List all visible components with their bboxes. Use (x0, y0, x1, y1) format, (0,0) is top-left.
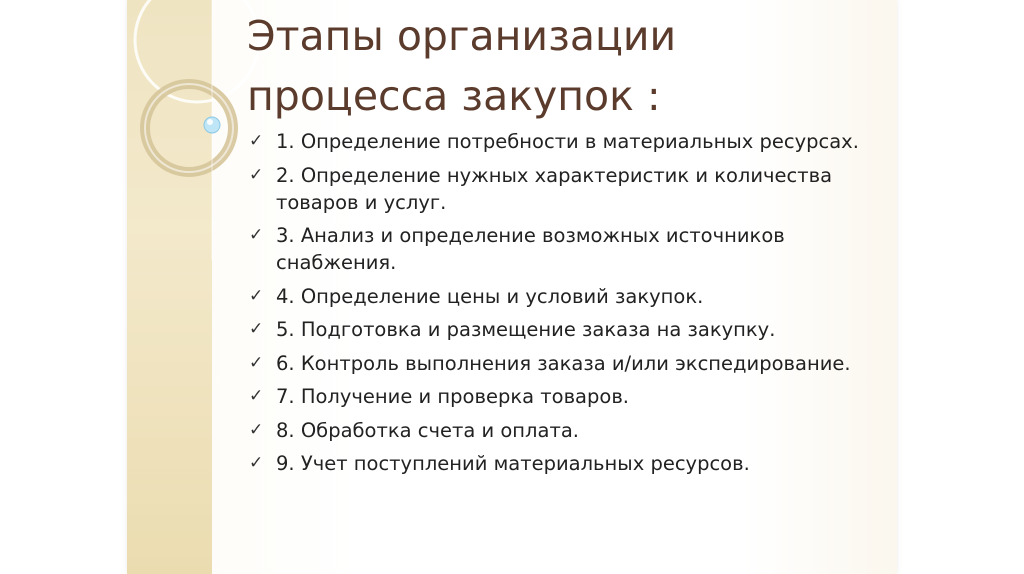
item-text: . Определение цены и условий закупок. (288, 284, 704, 308)
item-number: 8 (276, 418, 289, 442)
list-item (249, 128, 879, 155)
list-item (249, 383, 879, 410)
item-number: 6 (276, 351, 289, 375)
list-item (249, 222, 879, 276)
item-number: 9 (276, 452, 289, 475)
checkmark-icon: ✓ (249, 319, 264, 339)
item-text: . Контроль выполнения заказа и/или экспедирование. (288, 351, 851, 375)
checkmark-icon: ✓ (249, 285, 264, 306)
item-text: . Определение потребности в материальных ресурсах. (288, 130, 859, 153)
checkmark-icon: ✓ (249, 225, 264, 245)
title-line-1: Этапы организации (247, 12, 677, 60)
item-text: . Анализ и определение возможных источников снабжения. (276, 224, 785, 274)
slide (127, 0, 897, 574)
checkmark-icon: ✓ (249, 352, 264, 373)
item-number: 1 (276, 130, 289, 153)
slide-title (247, 6, 867, 126)
item-text: . Обработка счета и оплата. (288, 418, 579, 442)
list-item (249, 450, 879, 477)
item-number: 3 (276, 224, 289, 247)
list-item (249, 316, 879, 343)
item-number: 7 (276, 385, 289, 408)
list-item (249, 417, 879, 444)
item-number: 2 (276, 163, 289, 187)
item-text: . Учет поступлений материальных ресурсов. (288, 452, 750, 475)
list-item (249, 283, 879, 310)
checkmark-icon: ✓ (249, 453, 264, 473)
item-text: . Подготовка и размещение заказа на закупку. (288, 318, 776, 341)
list-item (249, 162, 879, 216)
item-number: 5 (276, 318, 289, 341)
checkmark-icon: ✓ (249, 386, 264, 406)
item-text: . Определение нужных характеристик и количества товаров и услуг. (276, 163, 833, 214)
checkmark-icon: ✓ (249, 419, 264, 440)
list-item (249, 350, 879, 377)
title-line-2: процесса закупок : (247, 72, 661, 120)
checkmark-icon: ✓ (249, 131, 264, 151)
stages-list (249, 128, 879, 484)
item-number: 4 (276, 284, 289, 308)
checkmark-icon: ✓ (249, 164, 264, 185)
item-text: . Получение и проверка товаров. (288, 385, 630, 408)
